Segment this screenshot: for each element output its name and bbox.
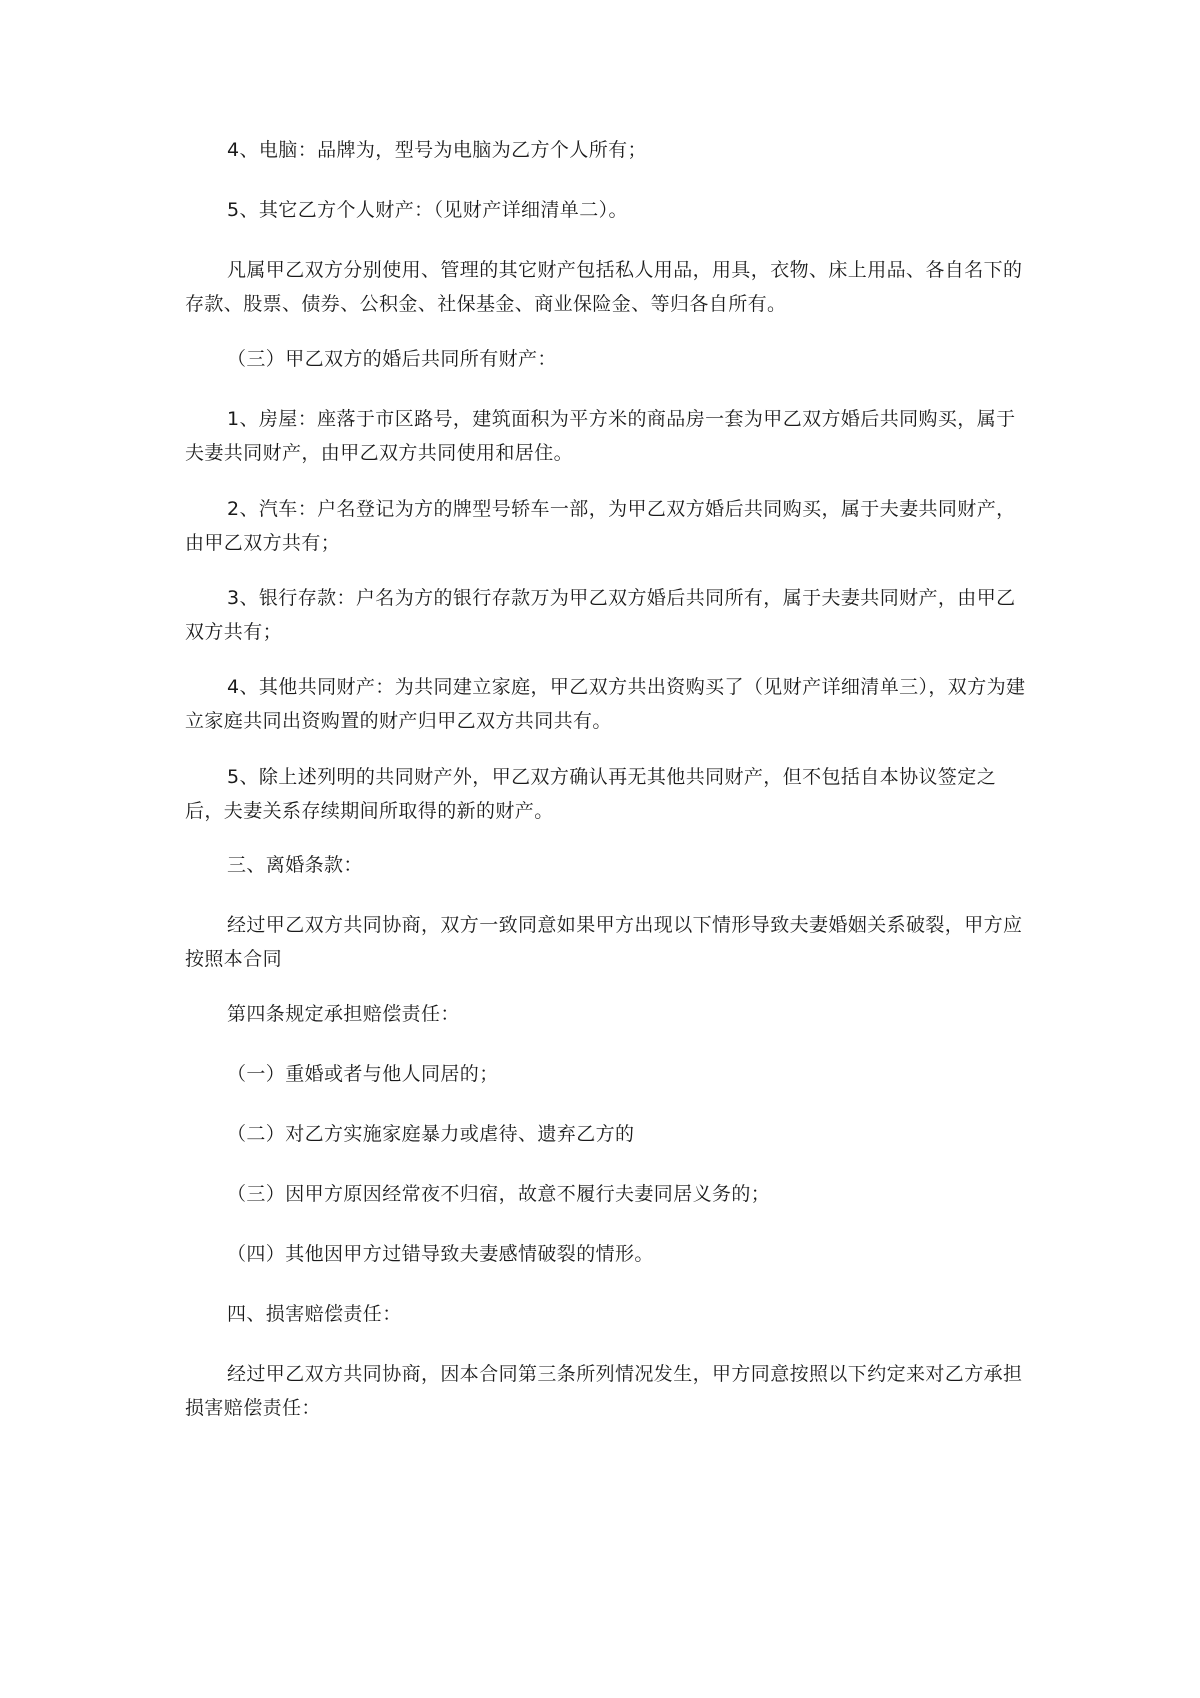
paragraph-article-four-reference: 第四条规定承担赔偿责任： xyxy=(227,1003,460,1025)
heading-divorce-terms: 三、离婚条款： xyxy=(227,854,363,876)
paragraph-separate-use-property: 凡属甲乙双方分别使用、管理的其它财产包括私人用品，用具，衣物、床上用品、各自名下的存款、股票、债券、公积金、社保基金、商业保险金、等归各自所有。 xyxy=(185,259,1023,315)
list-item-other-fault: （四）其他因甲方过错导致夫妻感情破裂的情形。 xyxy=(227,1243,654,1265)
paragraph-computer: 4、电脑：品牌为，型号为电脑为乙方个人所有； xyxy=(227,139,647,161)
list-item-staying-out: （三）因甲方原因经常夜不归宿，故意不履行夫妻同居义务的； xyxy=(227,1183,771,1205)
list-item-domestic-violence: （二）对乙方实施家庭暴力或虐待、遗弃乙方的 xyxy=(227,1123,635,1145)
paragraph-damage-agreement: 经过甲乙双方共同协商，因本合同第三条所列情况发生，甲方同意按照以下约定来对乙方承担损害赔偿责任： xyxy=(185,1363,1023,1419)
paragraph-divorce-agreement: 经过甲乙双方共同协商，双方一致同意如果甲方出现以下情形导致夫妻婚姻关系破裂，甲方应按照本合同 xyxy=(185,914,1023,970)
paragraph-car: 2、汽车：户名登记为方的牌型号轿车一部，为甲乙双方婚后共同购买，属于夫妻共同财产，由甲乙双方共有； xyxy=(185,498,1016,554)
paragraph-house: 1、房屋：座落于市区路号，建筑面积为平方米的商品房一套为甲乙双方婚后共同购买，属于夫妻共同财产，由甲乙双方共同使用和居住。 xyxy=(185,408,1016,464)
paragraph-other-joint-property: 4、其他共同财产：为共同建立家庭，甲乙双方共出资购买了（见财产详细清单三），双方为建立家庭共同出资购置的财产归甲乙双方共同共有。 xyxy=(185,676,1026,732)
paragraph-other-personal-property: 5、其它乙方个人财产：（见财产详细清单二）。 xyxy=(227,199,628,221)
list-item-bigamy: （一）重婚或者与他人同居的； xyxy=(227,1063,499,1085)
paragraph-bank-deposit: 3、银行存款：户名为方的银行存款万为甲乙双方婚后共同所有，属于夫妻共同财产，由甲乙双方共有； xyxy=(185,587,1016,643)
heading-joint-property: （三）甲乙双方的婚后共同所有财产： xyxy=(227,348,557,370)
heading-damage-liability: 四、损害赔偿责任： xyxy=(227,1303,402,1325)
paragraph-no-other-joint-property: 5、除上述列明的共同财产外，甲乙双方确认再无其他共同财产，但不包括自本协议签定之后，夫妻关系存续期间所取得的新的财产。 xyxy=(185,766,997,822)
